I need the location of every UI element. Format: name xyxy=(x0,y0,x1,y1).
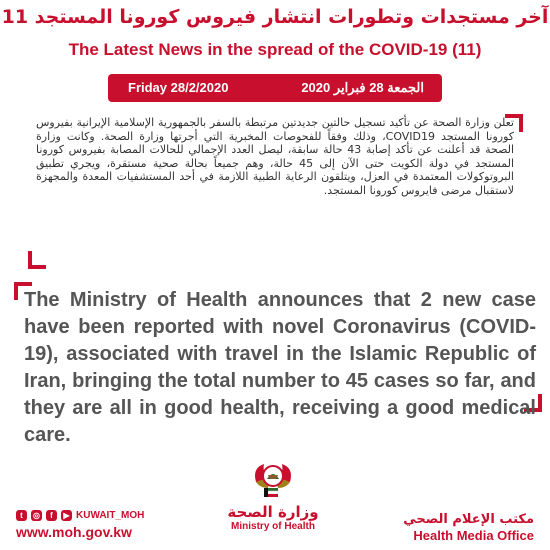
ministry-name-arabic: وزارة الصحة xyxy=(227,503,319,521)
media-office xyxy=(403,512,534,543)
social-handle[interactable]: KUWAIT_MOH xyxy=(76,510,145,521)
arabic-statement: تعلن وزارة الصحة عن تأكيد تسجيل حالتين جديدتين مرتبطة بالسفر بالجمهورية الإسلامية الإيرانية بفيروس كورونا المستجد COVID19، وذلك وفقاً للفحوصات المخبرية التي أجرتها وزارة الصحة. وكانت وزارة الصحة قد أعلنت عن تأكد إصابة 43 حالة سابقة، ليصل العدد الإجمالي للحالات المصابة بفيروس كورونا المستجد في دولة الكويت حتى الآن إلى 45 حالة، وهم جميعاً بحالة صحية مستقرة، ويجري تطبيق البروتوكولات المعتمدة في العزل، ويتلقون الرعاية الطبية اللازمة في أحد المستشفيات المعدة والمجهزة لاستقبال مرضى فايروس كورونا المستجد. xyxy=(36,116,515,197)
instagram-icon[interactable]: ◎ xyxy=(31,510,42,521)
office-name-arabic: مكتب الإعلام الصحي xyxy=(403,512,534,527)
title-english: The Latest News in the spread of the COVID-19 (11) xyxy=(68,40,482,59)
youtube-icon[interactable]: ▶ xyxy=(61,510,72,521)
arabic-statement-box xyxy=(28,114,523,269)
office-name-english: Health Media Office xyxy=(413,528,534,543)
corner-bracket-icon xyxy=(28,251,46,269)
date-arabic: الجمعة 28 فبراير 2020 xyxy=(301,80,424,95)
twitter-icon[interactable]: t xyxy=(16,510,27,521)
date-bar xyxy=(108,74,442,102)
english-statement-box xyxy=(14,282,542,446)
facebook-icon[interactable]: f xyxy=(46,510,57,521)
website-link[interactable]: www.moh.gov.kw xyxy=(16,524,132,540)
ministry-name-english: Ministry of Health xyxy=(231,521,315,532)
kuwait-emblem-icon xyxy=(250,458,296,502)
date-english: Friday 28/2/2020 xyxy=(128,80,229,95)
footer-contact xyxy=(16,510,144,540)
ministry-logo xyxy=(208,458,338,532)
english-statement: The Ministry of Health announces that 2 new case have been reported with novel Coronavirus (COVID-19), associated with travel in the Islamic Republic of Iran, bringing the total number to 45 cases so far, and they are all in good health, receiving a good medical care. xyxy=(24,289,536,446)
title-arabic: آخر مستجدات وتطورات انتشار فيروس كورونا المستجد 11 xyxy=(1,6,549,28)
social-links xyxy=(16,510,144,521)
